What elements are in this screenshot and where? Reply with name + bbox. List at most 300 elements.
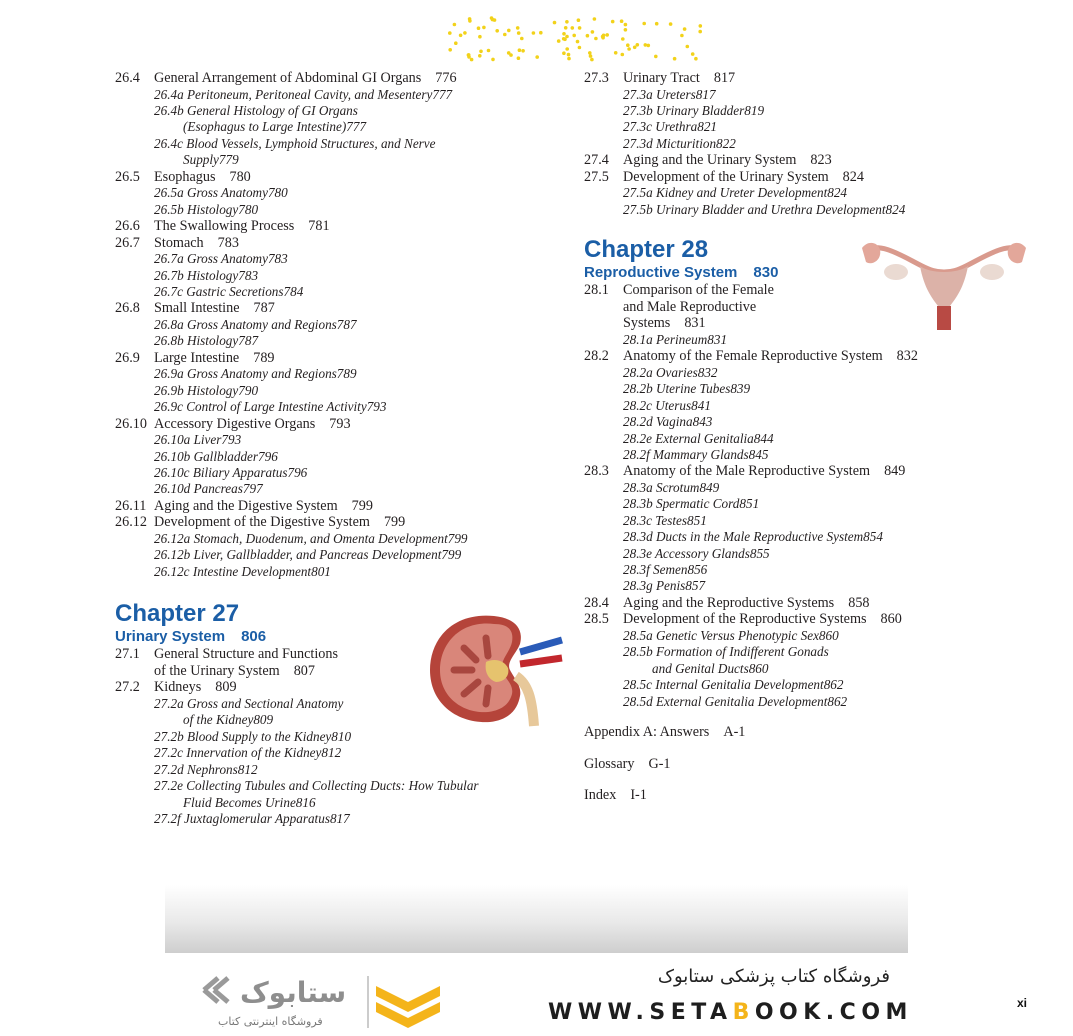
back-matter-title: Appendix A: Answers [584,724,710,741]
decorative-dot [655,22,659,26]
page-ref: 857 [685,578,706,594]
toc-subsection-cont[interactable] [115,152,565,168]
toc-subsection[interactable] [115,745,565,761]
page-ref: 824 [827,185,848,201]
page-ref: 819 [744,103,765,118]
subsection-title: 27.2c Innervation of the Kidney [154,745,322,761]
toc-subsection[interactable] [115,103,565,119]
toc-subsection[interactable] [584,398,1054,414]
page-ref: 787 [253,300,275,317]
page-ref: 796 [287,465,308,481]
toc-subsection[interactable] [115,449,565,465]
decorative-dot [673,57,677,61]
toc-subsection[interactable] [115,729,565,745]
toc-subsection[interactable] [584,562,1054,578]
decorative-dot [644,43,648,47]
toc-subsection[interactable] [584,480,1054,496]
toc-subsection[interactable] [115,811,565,827]
subsection-title: 28.2a Ovaries [623,365,698,380]
decorative-dot [565,47,569,51]
toc-back-matter [584,724,1054,819]
toc-subsection[interactable] [584,496,1054,512]
toc-list-chapter28 [584,282,1054,710]
decorative-dot [459,34,463,38]
decorative-dot [680,34,684,38]
decorative-dot [576,40,580,44]
subsection-title: 28.5d External Genitalia Development [623,693,828,709]
decorative-dot [699,24,703,28]
section-title: Small Intestine [154,300,240,317]
page-ref: 844 [753,430,774,446]
toc-subsection[interactable] [115,547,565,563]
subsection-title: 28.2c Uterus [623,397,692,413]
decorative-dot [539,31,543,35]
subsection-title: 27.3a Ureters [623,86,696,102]
chapter-28-page: 830 [753,264,779,282]
subsection-title: 27.2b Blood Supply to the Kidney [154,728,332,744]
toc-section[interactable] [115,235,565,252]
toc-subsection-cont[interactable] [584,661,1054,677]
decorative-dot [467,53,471,57]
toc-subsection[interactable] [115,268,565,284]
toc-section[interactable] [115,169,565,186]
page-ref: 807 [293,662,315,679]
decorative-dot [624,23,628,27]
section-number: 26.5 [115,168,140,185]
section-number: 26.4 [115,70,140,86]
toc-subsection[interactable] [115,87,565,103]
toc-subsection[interactable] [584,365,1054,381]
decorative-dot [572,34,576,38]
decorative-dot [586,34,590,38]
section-number: 28.5 [584,611,609,628]
decorative-dot [686,45,690,49]
subsection-title: 26.8b Histology [154,333,239,349]
section-title-cont: of the Urinary System [154,662,280,679]
toc-subsection[interactable] [115,185,565,201]
page-ref: 841 [691,397,711,413]
toc-subsection[interactable] [584,694,1054,710]
page-ref: 831 [684,315,706,332]
chapter-27-title[interactable]: Chapter 27 [115,600,240,628]
toc-section[interactable] [115,218,565,235]
section-number: 26.9 [115,349,140,366]
section-title: Aging and the Urinary System [623,152,797,169]
subsection-title: 28.1a Perineum [623,332,708,347]
page-ref: 809 [215,679,237,696]
section-number: 26.6 [115,218,140,235]
section-title: Development of the Urinary System [623,168,829,185]
toc-subsection[interactable] [115,399,565,415]
page-ref: 790 [238,382,259,398]
section-title: Anatomy of the Male Reproductive System [623,463,871,480]
toc-subsection[interactable] [584,529,1054,545]
toc-section[interactable] [584,169,1054,186]
decorative-dot [479,50,483,54]
section-title-cont: Systems [623,315,671,332]
section-title: Development of the Digestive System [154,514,370,531]
page-ref: 793 [221,432,242,448]
page-ref: 823 [810,152,832,169]
toc-section[interactable] [584,152,1054,169]
toc-section[interactable] [115,70,565,87]
decorative-dot [621,37,625,41]
decorative-dot [507,29,511,33]
page-ref: 855 [749,545,770,561]
page-ref: 851 [687,512,707,528]
toc-subsection[interactable] [584,431,1054,447]
section-title: Urinary Tract [623,70,700,86]
decorative-dot [588,51,592,55]
page-ref: 822 [716,135,736,151]
page-ref: 781 [308,218,330,235]
toc-section[interactable] [584,70,1054,87]
subsection-title: 26.9a Gross Anatomy and Regions [154,366,337,382]
section-title: Development of the Reproductive Systems [623,611,867,628]
toc-subsection[interactable] [584,185,1054,201]
page-ref: 824 [842,168,864,185]
toc-section[interactable] [115,416,565,433]
page-ref: 796 [258,448,278,464]
subsection-title: 26.12c Intestine Development [154,563,312,579]
decorative-dot [448,48,452,52]
section-title: Comparison of the Female [623,282,774,299]
toc-section[interactable] [584,595,1054,612]
decorative-dot [578,46,582,50]
decorative-dot [647,44,651,48]
toc-subsection[interactable] [115,531,565,547]
decorative-dot [571,26,575,30]
toc-subsection[interactable] [115,317,565,333]
decorative-dot [654,55,658,59]
page-ref: 780 [238,201,259,217]
page-ref: 784 [283,284,304,300]
decorative-dot [627,47,631,51]
toc-section[interactable] [115,350,565,367]
decorative-dot [624,28,628,32]
section-number: 28.4 [584,594,609,611]
back-matter-entry[interactable] [584,787,1054,804]
toc-list-chapter27-cont [584,70,1054,218]
toc-subsection[interactable] [584,414,1054,430]
page-ref: 777 [432,86,453,102]
subsection-title: 26.5b Histology [154,201,239,217]
section-number: 28.3 [584,463,609,480]
subsection-title: 27.2e Collecting Tubules and Collecting Ducts: How Tubular [154,778,479,794]
decorative-dot [478,35,482,39]
subsection-title: 28.2b Uterine Tubes [623,381,731,397]
page-ref: A-1 [723,724,746,741]
toc-subsection[interactable] [584,628,1054,644]
section-number: 27.3 [584,70,609,86]
section-title: General Structure and Functions [154,646,338,663]
subsection-title: 26.10d Pancreas [154,481,243,497]
subsection-title: 28.5c Internal Genitalia Development [623,677,824,693]
decorative-dot [468,19,472,23]
decorative-dot [477,26,481,30]
toc-subsection[interactable] [584,546,1054,562]
toc-section[interactable] [584,611,1054,628]
subsection-title: 27.2d Nephrons [154,761,238,777]
decorative-dot [589,54,593,58]
page-ref: 843 [692,414,713,430]
subsection-title: 26.7b Histology [154,267,239,283]
toc-section[interactable] [115,514,565,531]
chapter-27-page: 806 [241,628,267,646]
decorative-dot [516,26,520,30]
page-ref: 801 [311,563,331,579]
toc-subsection[interactable] [584,677,1054,693]
page-ref: 799 [447,531,468,547]
toc-subsection[interactable] [584,447,1054,463]
page-ref: 816 [295,794,316,810]
page-ref: 812 [237,761,258,777]
toc-subsection[interactable] [115,465,565,481]
decorative-dot [621,53,625,57]
decorative-dot [495,29,499,33]
page-ref: 797 [242,481,263,497]
decorative-dot [577,18,581,22]
toc-subsection[interactable] [584,381,1054,397]
spacer [584,804,1054,819]
toc-subsection[interactable] [115,366,565,382]
decorative-dot [553,21,557,25]
shop-name: فروشگاه کتاب پزشکی ستابوک [657,966,890,987]
toc-subsection[interactable] [584,87,1054,103]
subsection-title: 28.3b Spermatic Cord [623,496,740,512]
section-number: 27.2 [115,679,140,696]
decorative-dot [517,56,521,60]
page-ref: 851 [739,496,760,512]
page-ref: 858 [848,594,870,611]
decorative-dot [590,58,594,62]
toc-list-chapter26 [115,70,565,580]
page-ref: 849 [884,463,906,480]
subsection-title: 26.4b General Histology of GI Organs [154,103,358,118]
toc-section[interactable] [115,498,565,515]
back-matter-entry[interactable] [584,724,1054,741]
toc-right-column [584,70,1054,819]
decorative-dot [518,48,522,52]
decorative-dot [698,30,702,34]
toc-subsection[interactable] [584,578,1054,594]
subsection-title: 27.2a Gross and Sectional Anatomy [154,696,344,712]
subsection-title: 28.3g Penis [623,578,686,594]
page-ref: 809 [253,712,274,728]
decorative-dot [591,30,595,34]
toc-subsection[interactable] [115,383,565,399]
decorative-dot [683,27,687,31]
subsection-title: 26.9c Control of Large Intestine Activity [154,399,367,415]
toc-subsection[interactable] [115,762,565,778]
toc-subsection[interactable] [115,202,565,218]
subsection-title: 28.3e Accessory Glands [623,545,750,561]
page-ref: 793 [329,415,351,432]
page-ref: 780 [229,168,251,185]
section-title: Kidneys [154,679,202,696]
subsection-title: 27.3b Urinary Bladder [623,103,745,118]
subsection-title: 28.3d Ducts in the Male Reproductive System [623,529,864,545]
subsection-title: 26.7c Gastric Secretions [154,284,284,300]
decorative-dot [478,54,482,58]
spacer [584,772,1054,787]
section-title: Esophagus [154,168,216,185]
page-ref: 783 [267,251,288,267]
toc-subsection[interactable] [115,432,565,448]
page-ref: 856 [687,562,708,578]
subsection-title: 26.10c Biliary Apparatus [154,465,288,481]
spacer [584,741,1054,756]
decorative-dot [565,20,569,24]
decorative-dot [614,51,618,55]
section-title: Accessory Digestive Organs [154,415,316,432]
page-ref: 854 [863,529,883,545]
page-ref: 787 [238,333,259,349]
decorative-dot [601,36,605,40]
page-ref: 832 [896,348,918,365]
subsection-title: 28.2f Mammary Glands [623,447,749,463]
toc-subsection[interactable] [584,202,1054,218]
toc-subsection[interactable] [584,332,1054,348]
page-ref: 839 [730,381,751,397]
subsection-title: 27.2f Juxtaglomerular Apparatus [154,810,330,826]
section-title: Aging and the Reproductive Systems [623,594,835,611]
toc-subsection[interactable] [584,103,1054,119]
page-ref: 831 [707,332,728,347]
toc-subsection[interactable] [115,778,565,794]
toc-subsection[interactable] [115,251,565,267]
toc-subsection[interactable] [115,333,565,349]
page-ref: 810 [331,728,352,744]
uterus-illustration [858,236,1030,332]
toc-subsection[interactable] [115,481,565,497]
subsection-title: 26.7a Gross Anatomy [154,251,268,267]
subsection-title: 26.12b Liver, Gallbladder, and Pancreas Development [154,547,442,563]
toc-subsection[interactable] [115,284,565,300]
decorative-dot [636,43,640,47]
page-ref: 787 [336,317,357,333]
subsection-title: 26.5a Gross Anatomy [154,185,268,201]
section-number: 26.7 [115,234,140,251]
decorative-dot [611,20,615,24]
toc-subsection[interactable] [584,136,1054,152]
decorative-dot [626,43,630,47]
subsection-title-cont: (Esophagus to Large Intestine) [183,119,347,135]
subsection-title: 28.2d Vagina [623,414,693,430]
toc-section[interactable] [115,300,565,317]
decorative-dot [691,52,695,56]
page-ref: 789 [253,349,275,366]
back-matter-title: Glossary [584,755,635,772]
page-number: xi [1017,996,1028,1010]
toc-section[interactable] [584,348,1054,365]
subsection-title: 26.10a Liver [154,432,222,448]
decorative-dot [562,51,566,55]
decorative-dot [535,55,539,59]
toc-subsection[interactable] [584,513,1054,529]
decorative-dot [470,58,474,62]
page-ref: 780 [267,185,288,201]
page-ref: 799 [351,497,373,514]
decorative-dot [605,33,609,37]
section-number: 27.5 [584,168,609,185]
toc-subsection-cont[interactable] [115,795,565,811]
toc-subsection[interactable] [584,119,1054,135]
page-ref: 817 [329,810,350,826]
toc-subsection[interactable] [115,136,565,152]
section-number: 28.1 [584,282,609,299]
section-title: Anatomy of the Female Reproductive System [623,348,883,365]
section-title: Aging and the Digestive System [154,497,338,514]
section-number: 26.11 [115,497,147,514]
decorative-dot [594,37,598,41]
decorative-dot [593,17,597,21]
decorative-dot [557,39,561,43]
decorative-dots [440,14,720,64]
decorative-dot [448,31,452,35]
page-ref: 817 [713,70,736,86]
decorative-dot [521,49,525,53]
subsection-title-cont: of the Kidney [183,712,254,728]
shop-url-link[interactable]: WWW.SETABOOK.COM [548,1000,913,1025]
decorative-dot [564,26,568,30]
subsection-title: 27.5a Kidney and Ureter Development [623,185,828,201]
subsection-title: 26.9b Histology [154,382,239,398]
subsection-title: 27.3c Urethra [623,119,698,135]
page-ref: 832 [697,365,718,380]
subsection-title: 26.10b Gallbladder [154,448,259,464]
toc-subsection[interactable] [584,644,1054,660]
page-ref: 799 [441,547,462,563]
decorative-dot [567,57,571,61]
page-ref: 777 [346,119,367,135]
page-ref: 821 [697,119,718,135]
subsection-title: 28.3f Semen [623,562,688,578]
back-matter-entry[interactable] [584,756,1054,773]
section-number: 27.1 [115,646,140,663]
decorative-dot [562,32,566,36]
page-ref: 849 [699,480,720,496]
decorative-dot [517,31,521,35]
toc-subsection-cont[interactable] [115,119,565,135]
page-ref: 789 [336,366,357,382]
decorative-dot [454,41,458,45]
section-number: 26.12 [115,514,147,531]
back-matter-title: Index [584,787,617,804]
decorative-dot [567,53,571,57]
chapter-28-name: Reproductive System [584,264,738,282]
decorative-dot [482,26,486,30]
page-ref: 799 [383,514,406,531]
subsection-title: 26.4a Peritoneum, Peritoneal Cavity, and Mesentery [154,86,433,102]
page-ref: 845 [748,447,769,463]
toc-subsection[interactable] [115,564,565,580]
section-title: Large Intestine [154,349,240,366]
subsection-title: 27.3d Micturition [623,135,717,151]
subsection-title: 26.4c Blood Vessels, Lymphoid Structures, and Nerve [154,135,436,151]
chapter-27-name: Urinary System [115,628,226,646]
subsection-title: 26.12a Stomach, Duodenum, and Omenta Development [154,531,448,547]
page-ref: 783 [217,234,239,251]
subsection-title: 28.5a Genetic Versus Phenotypic Sex [623,628,819,644]
section-title: The Swallowing Process [154,218,295,235]
page-ref: 783 [238,267,259,283]
logo-text: ستابوک [240,976,347,1009]
chapter-28-title[interactable]: Chapter 28 [584,236,709,264]
toc-section[interactable] [584,463,1054,480]
page-ref: 793 [366,399,387,415]
subsection-title: 26.8a Gross Anatomy and Regions [154,317,337,333]
